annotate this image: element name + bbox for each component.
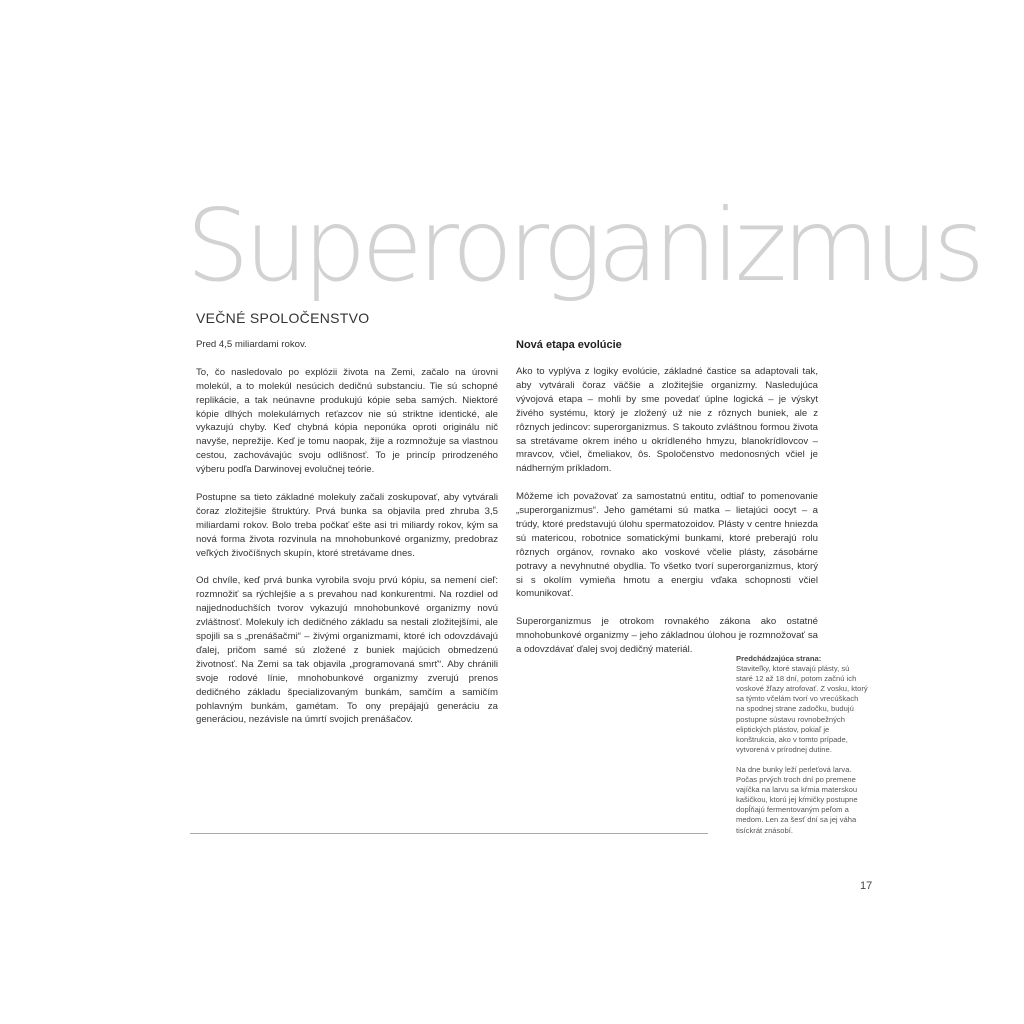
chapter-subtitle: VEČNÉ SPOLOČENSTVO <box>196 310 370 326</box>
page-number: 17 <box>860 880 873 892</box>
section-heading: Nová etapa evolúcie <box>516 339 622 351</box>
right-paragraph-2: Môžeme ich považovať za samostatnú entitu, odtiaľ to pomenovanie „superorganizmus“. Jeho gamétami sú matka – lietajúci oocyt – a trúdy, ktoré predstavujú úlohu spermatozoidov. Plásty v centre hniezda sú matericou, robotnice somatickými bunkami, ktoré preberajú rolu rôznych orgánov, rovnako ako voskové včelie plásty, zásobárne potravy a nevyhnutné obydlia. To všetko tvorí superorganizmus, ktorý si s okolím vymieňa hmotu a energiu vďaka schopnosti včiel komunikovať. <box>516 491 818 600</box>
left-text-column <box>196 338 498 727</box>
right-paragraph-1: Ako to vyplýva z logiky evolúcie, základné častice sa adaptovali tak, aby vytvárali čoraz väčšie a zložitejšie organizmy. Nasledujúca vývojová etapa – mohli by sme povedať úplne logická – je výskyt živého systému, ktorý je zložený už nie z rôznych buniek, ale z rôznych jedincov: superorganizmus. S takouto zvláštnou formou života sa stretávame okrem iného u okrídleného hmyzu, blanokrídlovcov – mravcov, včiel, čmeliakov, ôs. Spoločenstvo medonosných včiel je nádherným príkladom. <box>516 366 818 475</box>
horizontal-divider <box>190 833 708 834</box>
caption-heading: Predchádzajúca strana: <box>736 654 822 663</box>
photo-caption <box>736 654 868 846</box>
left-paragraph-3: Od chvíle, keď prvá bunka vyrobila svoju prvú kópiu, sa nemení cieľ: rozmnožiť sa rýchlejšie a s prevahou nad konkurentmi. Na rozdiel od najjednoduchších tvorov vykazujú mnohobunkové organizmy novú zvláštnosť. Molekuly ich dedičného základu sa nestali zložitejšími, ale spojili sa s „prenášačmi“ – živými organizmami, ktoré ich odovzdávajú ďalej, pričom samé sú zložené z buniek majúcich obmedzenú životnosť. Na Zemi sa tak objavila „programovaná smrť“. Aby chránili svoje rodové línie, mnohobunkové organizmy zverujú prenos dedičného základu špecializovaným bunkám, samčím a samičím pohlavným bunkám, gamétam. To ony prepájajú generáciu za generáciou, nezávisle na úmrtí svojich prenášačov. <box>196 575 498 726</box>
caption-paragraph-1: Staviteľky, ktoré stavajú plásty, sú staré 12 až 18 dní, potom začnú ich voskové žľazy atrofovať. Z vosku, ktorý sa týmto včelám tvorí vo vrecúškach na spodnej strane zadočku, budujú postupne sústavu rovnobežných eliptických plástov, pokiaľ je konštrukcia, ako v tomto prípade, vytvorená v prírodnej dutine. <box>736 664 868 754</box>
intro-line: Pred 4,5 miliardami rokov. <box>196 339 307 350</box>
left-paragraph-2: Postupne sa tieto základné molekuly začali zoskupovať, aby vytvárali čoraz zložitejšie štruktúry. Prvá bunka sa objavila pred zhruba 3,5 miliardami rokov. Bolo treba počkať ešte asi tri miliardy rokov, kým sa nová forma života rozvinula na mnohobunkové organizmy, predobraz veľkých živočíšnych skupín, ktoré stretávame dnes. <box>196 491 498 559</box>
right-text-column <box>516 338 818 657</box>
right-paragraph-3: Superorganizmus je otrokom rovnakého zákona ako ostatné mnohobunkové organizmy – jeho základnou úlohou je rozmnožovať sa a odovzdávať ďalej svoj dedičný materiál. <box>516 616 818 656</box>
chapter-title: Superorganizmus <box>186 187 981 304</box>
left-paragraph-1: To, čo nasledovalo po explózii života na Zemi, začalo na úrovni molekúl, a to molekúl nesúcich dedičnú substanciu. Tie sú schopné replikácie, a tak neúnavne produkujú kópie seba samých. Niektoré kópie dlhých molekulárnych reťazcov nie sú striktne identické, ale vykazujú chyby. Keď chybná kópia neponúka oproti originálu nič navyše, neprežije. Keď je tomu naopak, žije a rozmnožuje sa vlastnou cestou, zachovávajúc svoju odlišnosť. To je princíp prirodzeného výberu podľa Darwinovej evolučnej teórie. <box>196 366 498 476</box>
caption-paragraph-2: Na dne bunky leží perleťová larva. Počas prvých troch dní po premene vajíčka na larvu sa kŕmia materskou kašičkou, ktorú jej kŕmičky postupne dopĺňajú fermentovaným peľom a medom. Len za šesť dní sa jej váha tisíckrát znásobí. <box>736 764 858 835</box>
